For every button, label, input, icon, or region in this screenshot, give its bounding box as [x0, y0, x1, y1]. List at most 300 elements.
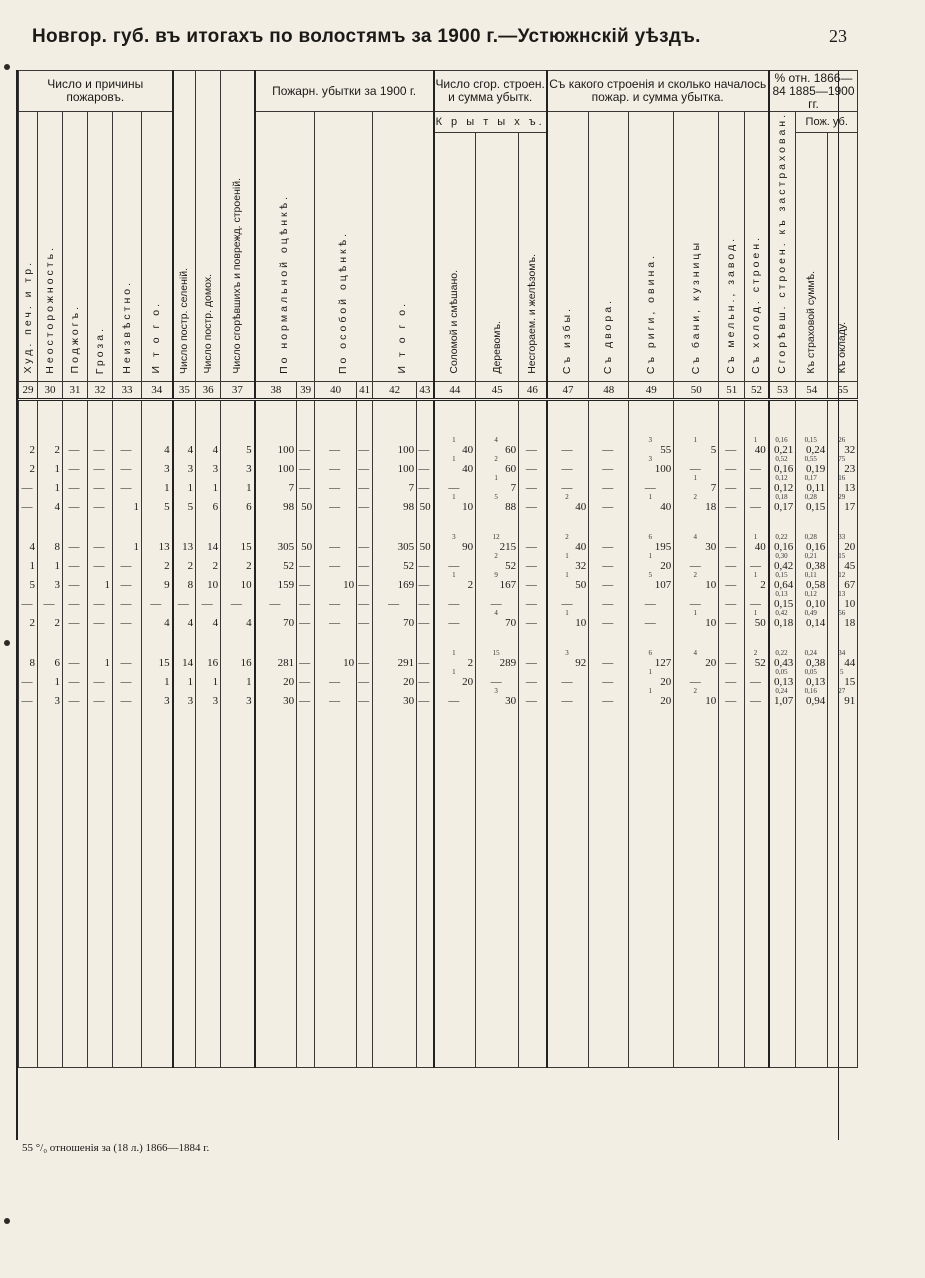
cell-superscript: 1	[452, 436, 456, 444]
cell-superscript: 1	[648, 552, 652, 560]
table-cell	[719, 669, 745, 688]
cell-value: —	[93, 481, 105, 494]
cell-value: —	[68, 578, 80, 591]
table-cell	[113, 456, 142, 475]
spacer-cell	[113, 399, 142, 437]
table-cell	[476, 494, 519, 513]
table-cell	[19, 629, 38, 669]
cell-value: 2	[29, 443, 35, 456]
table-cell	[173, 437, 196, 456]
cell-value: 0,42	[773, 559, 794, 572]
table-cell	[315, 688, 357, 707]
cell-value: —	[525, 559, 537, 572]
cell-value: —	[68, 597, 80, 610]
table-cell	[113, 553, 142, 572]
table-cell	[769, 591, 796, 610]
col-houses-header: Число постр. домох.	[196, 71, 221, 382]
cell-value: 100	[654, 462, 672, 475]
cell-superscript: 0,15	[804, 436, 817, 444]
cell-value: 6	[212, 500, 219, 513]
cell-value: —	[120, 675, 132, 688]
cell-value: —	[269, 597, 281, 610]
table-cell	[221, 688, 255, 707]
cell-value: —	[43, 597, 55, 610]
table-cell	[828, 513, 858, 553]
cell-superscript: 1	[452, 493, 456, 501]
table-cell	[476, 669, 519, 688]
cell-superscript: 1	[452, 668, 456, 676]
filler-cell	[719, 707, 745, 1068]
table-cell	[221, 494, 255, 513]
cell-value: 10	[343, 578, 355, 591]
cell-value: 16	[207, 656, 219, 669]
table-cell	[196, 669, 221, 688]
table-cell	[796, 572, 828, 591]
table-cell	[519, 688, 547, 707]
cell-value: —	[299, 616, 311, 629]
cell-value: 5	[246, 443, 252, 456]
cell-superscript: 0,42	[775, 609, 788, 617]
group-ratio: % отн. 1866—84 1885—1900 гг.	[769, 71, 858, 112]
table-cell	[719, 629, 745, 669]
col-33-header: Неизвѣстно.	[113, 112, 142, 382]
table-cell	[38, 669, 63, 688]
cell-value: 50	[419, 540, 431, 553]
cell-value: —	[525, 578, 537, 591]
cell-value: —	[329, 500, 341, 513]
cell-superscript: 5	[648, 571, 652, 579]
table-cell	[547, 475, 589, 494]
cell-value: 4	[54, 500, 60, 513]
cell-value: 20	[705, 656, 717, 669]
table-row	[19, 572, 858, 591]
cell-value: —	[329, 559, 341, 572]
table-cell	[142, 688, 173, 707]
table-cell	[629, 591, 674, 610]
page-title: Новгор. губ. въ итогахъ по волостямъ за 1900 г.—Устюжнскій уѣздъ.	[32, 26, 701, 47]
cell-value: 195	[654, 540, 672, 553]
col-29-header: Худ. печ. и тр.	[19, 112, 38, 382]
table-cell	[769, 456, 796, 475]
table-cell	[629, 494, 674, 513]
table-cell	[38, 610, 63, 629]
table-cell	[828, 591, 858, 610]
table-cell	[629, 513, 674, 553]
table-cell	[38, 591, 63, 610]
table-cell	[357, 669, 373, 688]
cell-superscript: 1	[753, 609, 758, 617]
cell-superscript: 0,52	[775, 455, 788, 463]
table-cell	[745, 553, 769, 572]
cell-value: 10	[705, 616, 717, 629]
cell-value: 215	[499, 540, 517, 553]
cell-value: —	[490, 597, 502, 610]
cell-value: 55	[660, 443, 672, 456]
table-cell	[38, 553, 63, 572]
table-cell	[547, 437, 589, 456]
cell-value: —	[725, 462, 737, 475]
cell-value: 4	[187, 616, 194, 629]
cell-value: 0,16	[805, 540, 826, 553]
col-51-header: Съ мельн., завод.	[719, 112, 745, 382]
cell-superscript: 1	[693, 474, 697, 482]
table-cell	[769, 494, 796, 513]
table-cell	[255, 572, 297, 591]
cell-value: —	[525, 597, 537, 610]
cell-value: —	[602, 597, 614, 610]
cell-value: —	[230, 597, 242, 610]
table-cell	[629, 688, 674, 707]
table-cell	[476, 629, 519, 669]
cell-value: —	[525, 443, 537, 456]
col-47-header: Съ избы.	[547, 112, 589, 382]
cell-superscript: 2	[565, 532, 569, 541]
margin-dot	[4, 64, 10, 70]
cell-value: 0,19	[805, 462, 826, 475]
table-cell	[173, 475, 196, 494]
cell-value: 159	[277, 578, 295, 591]
filler-cell	[828, 707, 858, 1068]
cell-value: 0,10	[805, 597, 826, 610]
cell-value: 50	[301, 500, 313, 513]
cell-value: —	[525, 616, 537, 629]
table-cell	[173, 669, 196, 688]
column-number: 38	[255, 381, 297, 399]
cell-superscript: 16	[838, 474, 846, 482]
cell-value: —	[299, 462, 311, 475]
cell-value: —	[329, 443, 341, 456]
table-cell	[417, 437, 434, 456]
cell-value: 20	[462, 675, 474, 688]
page-number: 23	[829, 26, 847, 46]
table-cell	[297, 688, 315, 707]
cell-value: 45	[844, 559, 856, 572]
table-cell	[476, 572, 519, 591]
cell-value: 13	[158, 540, 170, 553]
table-cell	[589, 610, 629, 629]
cell-superscript: 9	[494, 571, 498, 579]
table-cell	[674, 553, 719, 572]
cell-value: —	[418, 462, 430, 475]
cell-value: —	[602, 616, 614, 629]
cell-value: —	[329, 481, 341, 494]
cell-value: —	[329, 597, 341, 610]
column-number: 42	[373, 381, 417, 399]
cell-value: —	[602, 462, 614, 475]
table-cell	[828, 475, 858, 494]
table-cell	[19, 553, 38, 572]
cell-value: 3	[164, 694, 170, 707]
cell-superscript: 6	[648, 648, 652, 657]
cell-superscript: 6	[648, 532, 652, 541]
table-cell	[173, 456, 196, 475]
filler-cell	[38, 707, 63, 1068]
table-cell	[255, 629, 297, 669]
table-cell	[142, 475, 173, 494]
cell-value: —	[120, 462, 132, 475]
table-cell	[357, 494, 373, 513]
cell-value: 291	[397, 656, 415, 669]
cell-superscript: 0,05	[775, 668, 788, 676]
table-cell	[796, 669, 828, 688]
cell-superscript: 5	[494, 493, 498, 501]
cell-value: —	[525, 500, 537, 513]
margin-dot	[4, 640, 10, 646]
table-cell	[173, 494, 196, 513]
cell-value: 30	[705, 540, 717, 553]
col-42-header: И т о г о.	[373, 112, 434, 382]
cell-value: —	[68, 694, 80, 707]
cell-value: 7	[710, 481, 717, 494]
cell-value: 1	[54, 481, 60, 494]
cell-value: —	[21, 675, 33, 688]
cell-value: 1	[104, 656, 110, 669]
table-row	[19, 553, 858, 572]
cell-value: 15	[844, 675, 856, 688]
cell-value: —	[93, 694, 105, 707]
table-cell	[434, 572, 476, 591]
cell-value: —	[689, 597, 701, 610]
table-cell	[769, 629, 796, 669]
table-cell	[173, 553, 196, 572]
cell-superscript: 0,28	[804, 532, 817, 541]
cell-superscript: 0,16	[804, 687, 817, 695]
cell-value: 0,12	[773, 481, 794, 494]
cell-value: 2	[54, 443, 60, 456]
cell-value: 3	[212, 462, 219, 475]
cell-superscript: 3	[494, 687, 498, 695]
table-row	[19, 475, 858, 494]
table-cell	[629, 475, 674, 494]
cell-value: —	[725, 500, 737, 513]
cell-value: —	[448, 559, 460, 572]
cell-value: 2	[164, 559, 170, 572]
cell-value: —	[725, 578, 737, 591]
cell-value: —	[68, 462, 80, 475]
cell-value: 0,16	[773, 462, 794, 475]
spacer-cell	[519, 399, 547, 437]
table-cell	[828, 669, 858, 688]
table-cell	[173, 610, 196, 629]
cell-value: 0,18	[773, 616, 794, 629]
table-cell	[315, 591, 357, 610]
cell-value: —	[525, 481, 537, 494]
table-cell	[88, 591, 113, 610]
table-cell	[88, 688, 113, 707]
cell-value: —	[602, 481, 614, 494]
table-cell	[719, 572, 745, 591]
table-cell	[196, 456, 221, 475]
filler-cell	[357, 707, 373, 1068]
cell-value: 1	[54, 462, 60, 475]
cell-value: —	[68, 443, 80, 456]
table-row	[19, 629, 858, 669]
table-cell	[357, 572, 373, 591]
table-cell	[434, 494, 476, 513]
cell-value: —	[358, 481, 370, 494]
cell-value: —	[602, 694, 614, 707]
cell-value: 16	[240, 656, 252, 669]
cell-value: —	[561, 675, 573, 688]
cell-value: 100	[397, 443, 415, 456]
spacer-cell	[769, 399, 796, 437]
col-40-header: По особой оцѣнкѣ.	[315, 112, 373, 382]
cell-value: 40	[754, 443, 766, 456]
cell-value: —	[644, 481, 656, 494]
column-number: 50	[674, 381, 719, 399]
cell-superscript: 3	[565, 648, 569, 657]
table-cell	[547, 456, 589, 475]
cell-superscript: 29	[838, 493, 846, 501]
table-cell	[434, 610, 476, 629]
table-cell	[357, 437, 373, 456]
cell-superscript: 0,12	[804, 590, 817, 598]
table-cell	[796, 629, 828, 669]
table-cell	[417, 610, 434, 629]
table-cell	[519, 456, 547, 475]
cell-value: 13	[182, 540, 194, 553]
table-cell	[417, 456, 434, 475]
table-body	[19, 399, 858, 1067]
column-number: 47	[547, 381, 589, 399]
col-50-header: Съ бани, кузницы	[674, 112, 719, 382]
cell-superscript: 0,21	[804, 552, 817, 560]
cell-value: 50	[754, 616, 766, 629]
table-cell	[173, 688, 196, 707]
cell-value: 40	[462, 443, 474, 456]
table-cell	[519, 553, 547, 572]
column-number: 39	[297, 381, 315, 399]
cell-value: —	[358, 500, 370, 513]
table-cell	[63, 629, 88, 669]
cell-value: —	[561, 462, 573, 475]
table-cell	[796, 494, 828, 513]
cell-superscript: 0,15	[775, 571, 788, 579]
cell-value: —	[749, 597, 761, 610]
cell-value: —	[68, 481, 80, 494]
table-cell	[113, 669, 142, 688]
cell-superscript: 0,16	[775, 436, 788, 444]
table-cell	[315, 629, 357, 669]
table-cell	[38, 513, 63, 553]
table-cell	[221, 513, 255, 553]
cell-value: —	[299, 597, 311, 610]
cell-value: —	[725, 675, 737, 688]
table-cell	[63, 610, 88, 629]
cell-value: 5	[29, 578, 35, 591]
table-row	[19, 688, 858, 707]
column-number: 36	[196, 381, 221, 399]
cell-value: —	[120, 481, 132, 494]
table-cell	[297, 591, 315, 610]
cell-value: 18	[844, 616, 856, 629]
table-cell	[547, 591, 589, 610]
cell-value: —	[602, 656, 614, 669]
cell-value: 20	[660, 694, 672, 707]
cell-superscript: 2	[494, 552, 498, 560]
cell-value: —	[490, 675, 502, 688]
cell-value: 3	[246, 462, 252, 475]
table-cell	[196, 513, 221, 553]
cell-value: 7	[408, 481, 415, 494]
cell-value: —	[448, 481, 460, 494]
filler-cell	[417, 707, 434, 1068]
cell-value: 0,15	[773, 597, 794, 610]
filler-cell	[19, 707, 38, 1068]
cell-superscript: 1	[565, 552, 569, 560]
column-number: 46	[519, 381, 547, 399]
table-cell	[297, 669, 315, 688]
column-number: 52	[745, 381, 769, 399]
table-cell	[417, 688, 434, 707]
cell-value: 60	[505, 443, 517, 456]
table-cell	[547, 513, 589, 553]
table-cell	[113, 475, 142, 494]
column-number: 35	[173, 381, 196, 399]
filler-cell	[745, 707, 769, 1068]
cell-superscript: 4	[494, 436, 498, 444]
table-cell	[674, 475, 719, 494]
table-cell	[113, 494, 142, 513]
cell-superscript: 1	[693, 609, 697, 617]
table-cell	[828, 572, 858, 591]
cell-value: 50	[419, 500, 431, 513]
cell-value: 3	[212, 694, 219, 707]
table-cell	[88, 629, 113, 669]
cell-superscript: 3	[648, 436, 652, 444]
cell-value: —	[448, 694, 460, 707]
cell-value: 32	[575, 559, 587, 572]
cell-superscript: 1	[753, 571, 758, 579]
table-cell	[674, 513, 719, 553]
table-cell	[297, 437, 315, 456]
column-number: 48	[589, 381, 629, 399]
table-cell	[19, 591, 38, 610]
table-cell	[519, 629, 547, 669]
table-cell	[745, 437, 769, 456]
table-cell	[63, 456, 88, 475]
table-cell	[221, 610, 255, 629]
table-cell	[417, 494, 434, 513]
cell-superscript: 0,49	[804, 609, 817, 617]
cell-superscript: 0,30	[775, 552, 788, 560]
cell-value: —	[299, 559, 311, 572]
spacer-cell	[196, 399, 221, 437]
spacer-cell	[63, 399, 88, 437]
table-cell	[719, 494, 745, 513]
cell-value: 0,15	[805, 500, 826, 513]
table-cell	[113, 610, 142, 629]
table-cell	[63, 572, 88, 591]
column-number: 31	[63, 381, 88, 399]
table-cell	[88, 513, 113, 553]
spacer-cell	[88, 399, 113, 437]
table-cell	[519, 437, 547, 456]
column-number: 54	[796, 381, 828, 399]
table-cell	[19, 669, 38, 688]
table-cell	[674, 669, 719, 688]
table-cell	[38, 688, 63, 707]
cell-value: —	[725, 481, 737, 494]
cell-value: 23	[844, 462, 856, 475]
table-cell	[476, 475, 519, 494]
cell-value: 2	[54, 616, 60, 629]
table-cell	[796, 688, 828, 707]
cell-superscript: 27	[838, 687, 846, 695]
cell-value: —	[602, 500, 614, 513]
table-cell	[769, 688, 796, 707]
footnote: 55 °/₀ отношенія за (18 л.) 1866—1884 г.	[22, 1142, 210, 1154]
